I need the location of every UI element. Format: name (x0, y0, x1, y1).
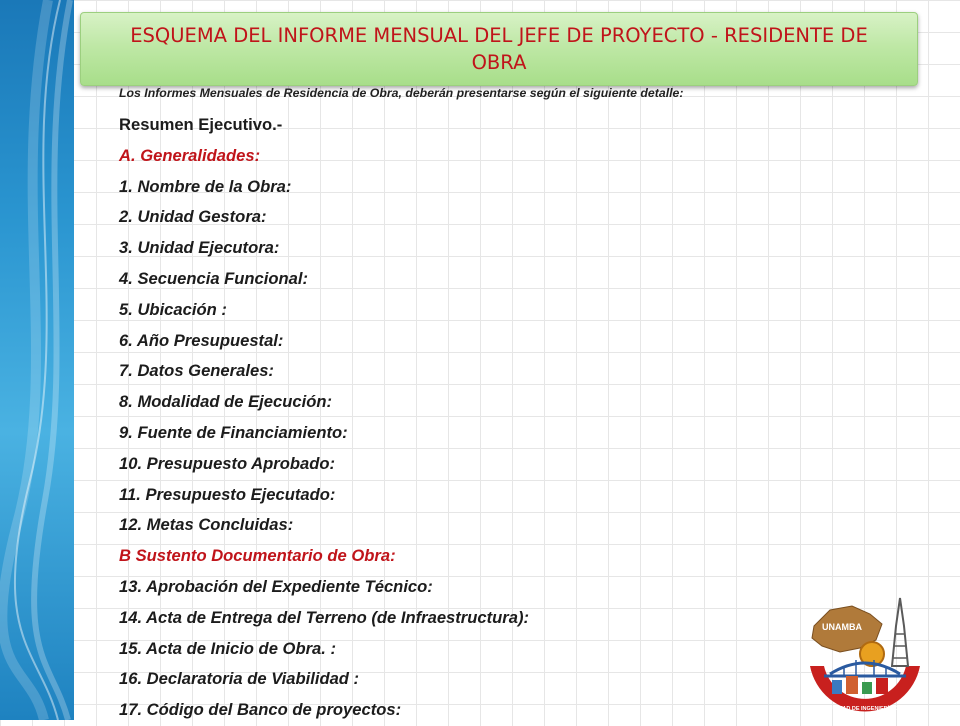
faculty-seal-icon (800, 596, 930, 720)
summary-heading: Resumen Ejecutivo.- (119, 115, 283, 134)
outline-item: 15. Acta de Inicio de Obra. : (119, 638, 337, 658)
logo-acronym: UNAMBA (822, 622, 862, 632)
outline-item: 4. Secuencia Funcional: (119, 268, 309, 288)
building-shape (876, 678, 888, 694)
tower-icon (892, 598, 908, 666)
title-banner (80, 12, 918, 86)
outline-item: 14. Acta de Entrega del Terreno (de Infraestructura): (119, 607, 530, 627)
building-shape (846, 676, 858, 694)
outline-item: 3. Unidad Ejecutora: (119, 238, 280, 258)
intro-text: Los Informes Mensuales de Residencia de Obra, deberán presentarse según el siguiente detalle: (119, 86, 684, 100)
outline-item: 10. Presupuesto Aprobado: (119, 453, 336, 473)
building-shape (832, 680, 842, 694)
faculty-logo (800, 596, 930, 720)
outline-item: 8. Modalidad de Ejecución: (119, 392, 332, 412)
wave-decoration (0, 0, 74, 720)
section-b-heading: B Sustento Documentario de Obra: (119, 546, 396, 566)
logo-caption: FACULTAD DE INGENIERÍA CIVIL (821, 706, 909, 712)
outline-item: 7. Datos Generales: (119, 361, 274, 381)
outline-item: 2. Unidad Gestora: (119, 207, 267, 227)
outline-item: 12. Metas Concluidas: (119, 515, 294, 535)
outline-item: 6. Año Presupuestal: (119, 330, 284, 350)
outline-item: 17. Código del Banco de proyectos: (119, 700, 402, 720)
outline-item: 9. Fuente de Financiamiento: (119, 422, 348, 442)
outline-item: 1. Nombre de la Obra: (119, 176, 292, 196)
decorative-side-band (0, 0, 74, 720)
outline-item: 16. Declaratoria de Viabilidad : (119, 669, 360, 689)
section-a-heading: A. Generalidades: (119, 145, 261, 165)
outline-item: 5. Ubicación : (119, 299, 227, 319)
building-shape (862, 682, 872, 694)
outline-item: 13. Aprobación del Expediente Técnico: (119, 576, 433, 596)
page-title: ESQUEMA DEL INFORME MENSUAL DEL JEFE DE PROYECTO - RESIDENTE DE OBRA (130, 24, 868, 74)
report-outline (119, 110, 529, 726)
outline-item: 11. Presupuesto Ejecutado: (119, 484, 336, 504)
